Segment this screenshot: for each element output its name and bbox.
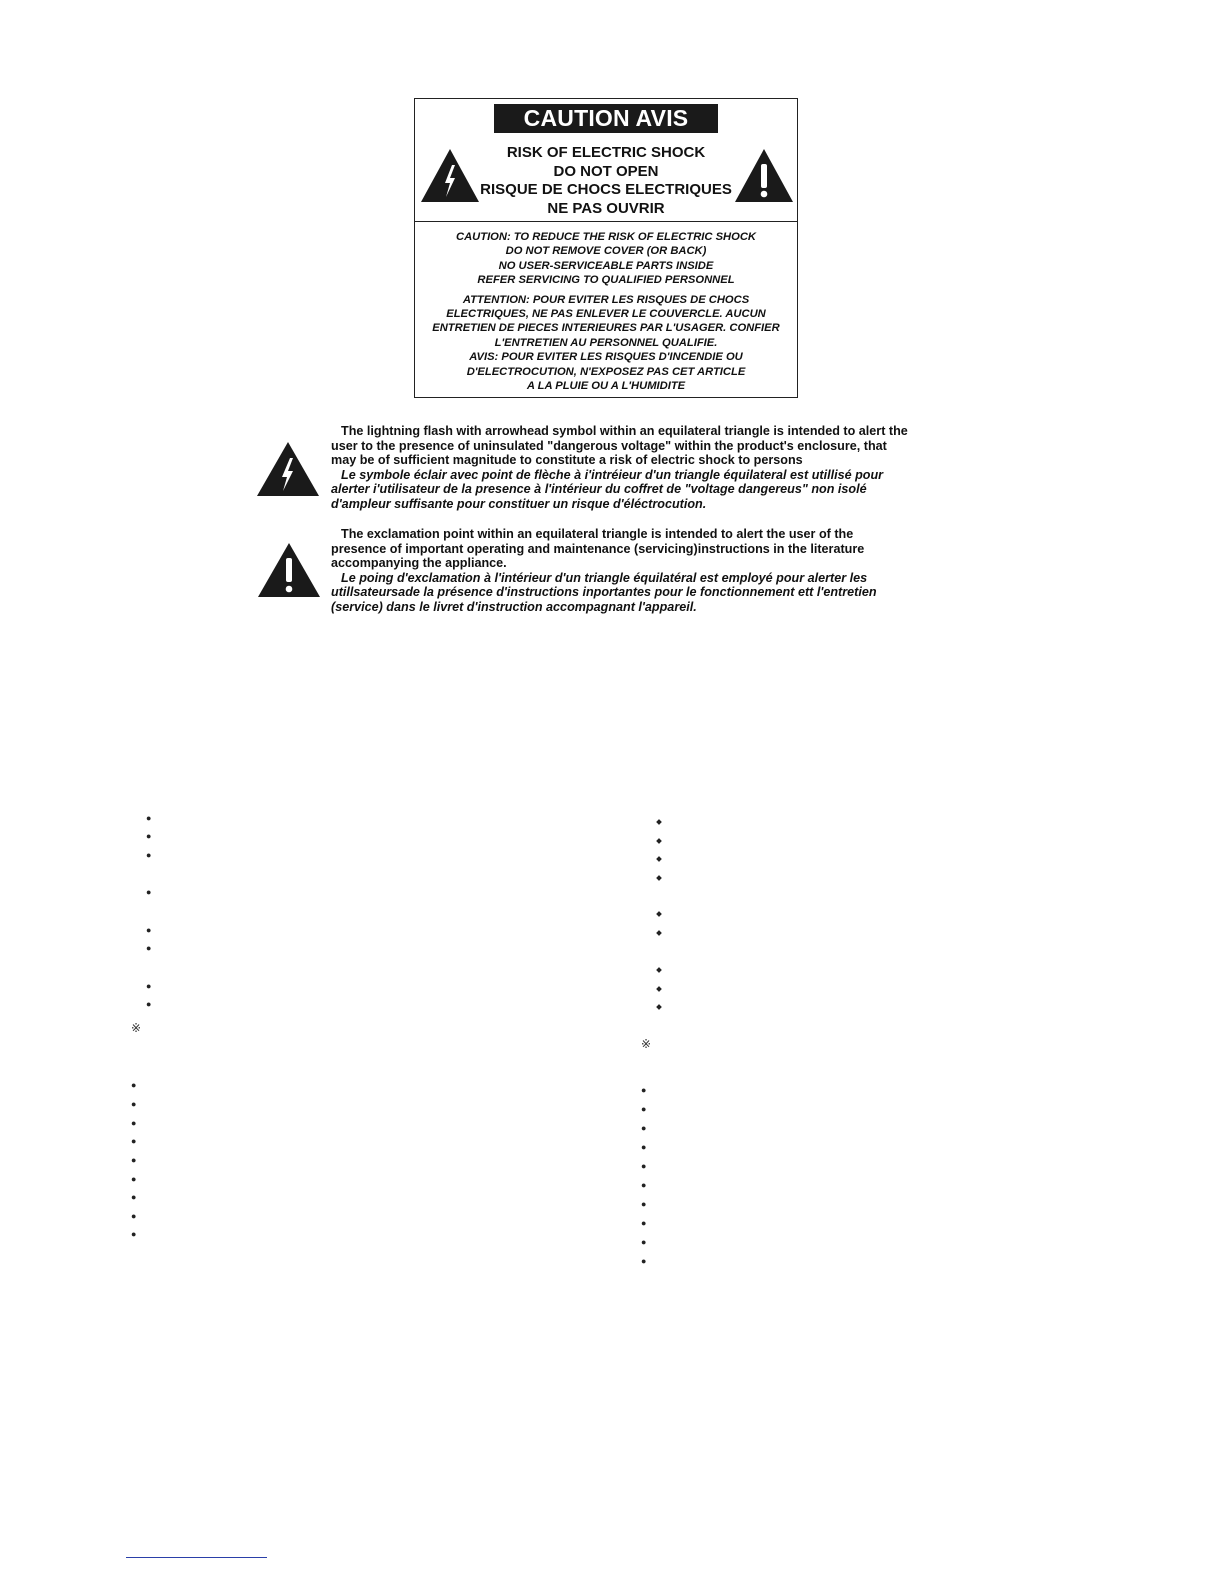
- bullet-diamond: [656, 875, 662, 881]
- bullet-dot: ●: [131, 1136, 137, 1146]
- bullet-dot: ●: [641, 1237, 647, 1247]
- text-line: accompanying the appliance.: [331, 556, 507, 571]
- bullet-dot: ●: [641, 1104, 647, 1114]
- bullet-dot: ●: [146, 813, 152, 823]
- warning-line: DO NOT OPEN: [553, 162, 659, 180]
- text-line-fr: alerter i'utilisateur de la presence à l'intérieur du coffret de "voltage dangereus" non isolé: [331, 482, 867, 497]
- bullet-dot: ●: [131, 1192, 137, 1202]
- caution-warning-lines: [415, 144, 797, 218]
- lightning-symbol-icon: [256, 441, 320, 497]
- instruction-line: ELECTRIQUES, NE PAS ENLEVER LE COUVERCLE. AUCUN: [446, 308, 766, 321]
- bullet-diamond: [656, 856, 662, 862]
- bullet-dot: ●: [131, 1099, 137, 1109]
- bullet-diamond: [656, 967, 662, 973]
- text-line-fr: d'ampleur suffisante pour constituer un risque d'éléctrocution.: [331, 496, 707, 511]
- reference-mark: ※: [131, 1021, 142, 1035]
- instruction-line: REFER SERVICING TO QUALIFIED PERSONNEL: [477, 274, 735, 287]
- text-line-fr: (service) dans le livret d'instruction accompagnant l'appareil.: [331, 599, 697, 614]
- bullet-dot: ●: [131, 1211, 137, 1221]
- bullet-dot: ●: [146, 943, 152, 953]
- bullet-dot: ●: [641, 1123, 647, 1133]
- instruction-line: NO USER-SERVICEABLE PARTS INSIDE: [498, 259, 714, 272]
- warning-line: NE PAS OUVRIR: [547, 199, 665, 217]
- reference-mark: ※: [641, 1037, 652, 1051]
- instruction-line: A LA PLUIE OU A L'HUMIDITE: [526, 380, 686, 393]
- bullet-dot: ●: [131, 1229, 137, 1239]
- bullet-diamond: [656, 986, 662, 992]
- bullet-dot: ●: [131, 1174, 137, 1184]
- bullet-diamond: [656, 838, 662, 844]
- bullet-dot: ●: [641, 1199, 647, 1209]
- bullet-dot: ●: [146, 981, 152, 991]
- exclamation-symbol-icon: [257, 542, 321, 598]
- instruction-line: DO NOT REMOVE COVER (OR BACK): [505, 245, 707, 258]
- caution-banner: CAUTION AVIS: [494, 104, 718, 133]
- bullet-dot: ●: [131, 1155, 137, 1165]
- instruction-line: AVIS: POUR EVITER LES RISQUES D'INCENDIE OU: [469, 351, 743, 364]
- bullet-dot: ●: [641, 1218, 647, 1228]
- caution-instructions: [415, 230, 797, 393]
- text-line: The exclamation point within an equilateral triangle is intended to alert the user of the: [341, 527, 854, 541]
- instruction-line: ENTRETIEN DE PIECES INTERIEURES PAR L'USAGER. CONFIER: [432, 322, 780, 335]
- bullet-diamond: [656, 911, 662, 917]
- bullet-dot: ●: [641, 1256, 647, 1266]
- bullet-diamond: [656, 930, 662, 936]
- instruction-line: CAUTION: TO REDUCE THE RISK OF ELECTRIC SHOCK: [456, 231, 756, 243]
- bullet-dot: ●: [146, 831, 152, 841]
- bullet-dot: ●: [641, 1085, 647, 1095]
- instruction-line: L'ENTRETIEN AU PERSONNEL QUALIFIE.: [494, 336, 718, 349]
- bullet-dot: ●: [146, 999, 152, 1009]
- text-line: presence of important operating and maintenance (servicing)instructions in the literature: [331, 541, 865, 556]
- instruction-line: ATTENTION: POUR EVITER LES RISQUES DE CHOCS: [462, 293, 750, 306]
- lightning-symbol-text: [331, 424, 971, 512]
- caution-label-header: [415, 99, 797, 222]
- bullet-dot: ●: [131, 1118, 137, 1128]
- text-line-fr: Le symbole éclair avec point de flèche à i'intréieur d'un triangle équilateral est utillisé pour: [341, 467, 884, 482]
- warning-line: RISQUE DE CHOCS ELECTRIQUES: [480, 181, 732, 198]
- text-line-fr: Le poing d'exclamation à l'intérieur d'un triangle équilatéral est employé pour alerter les: [341, 570, 868, 585]
- text-line: user to the presence of uninsulated "dangerous voltage" within the product's enclosure, that: [331, 438, 887, 453]
- text-line: may be of sufficient magnitude to constitute a risk of electric shock to persons: [331, 453, 803, 468]
- bullet-dot: ●: [146, 887, 152, 897]
- footnote-divider: [126, 1557, 267, 1558]
- bullet-dot: ●: [146, 850, 152, 860]
- exclamation-symbol-text: [331, 527, 971, 615]
- bullet-diamond: [656, 1004, 662, 1010]
- bullet-dot: ●: [641, 1142, 647, 1152]
- bullet-dot: ●: [641, 1180, 647, 1190]
- instruction-line: D'ELECTROCUTION, N'EXPOSEZ PAS CET ARTICLE: [466, 365, 746, 378]
- text-line-fr: utillsateursade la présence d'instructions inportantes pour le fonctionnement ett l'entretien: [331, 585, 877, 600]
- bullet-dot: ●: [641, 1161, 647, 1171]
- caution-label: [414, 98, 798, 398]
- text-line: The lightning flash with arrowhead symbol within an equilateral triangle is intended to alert the: [341, 424, 908, 438]
- bullet-diamond: [656, 819, 662, 825]
- bullet-dot: ●: [131, 1080, 137, 1090]
- bullet-dot: ●: [146, 925, 152, 935]
- warning-line: RISK OF ELECTRIC SHOCK: [506, 144, 706, 161]
